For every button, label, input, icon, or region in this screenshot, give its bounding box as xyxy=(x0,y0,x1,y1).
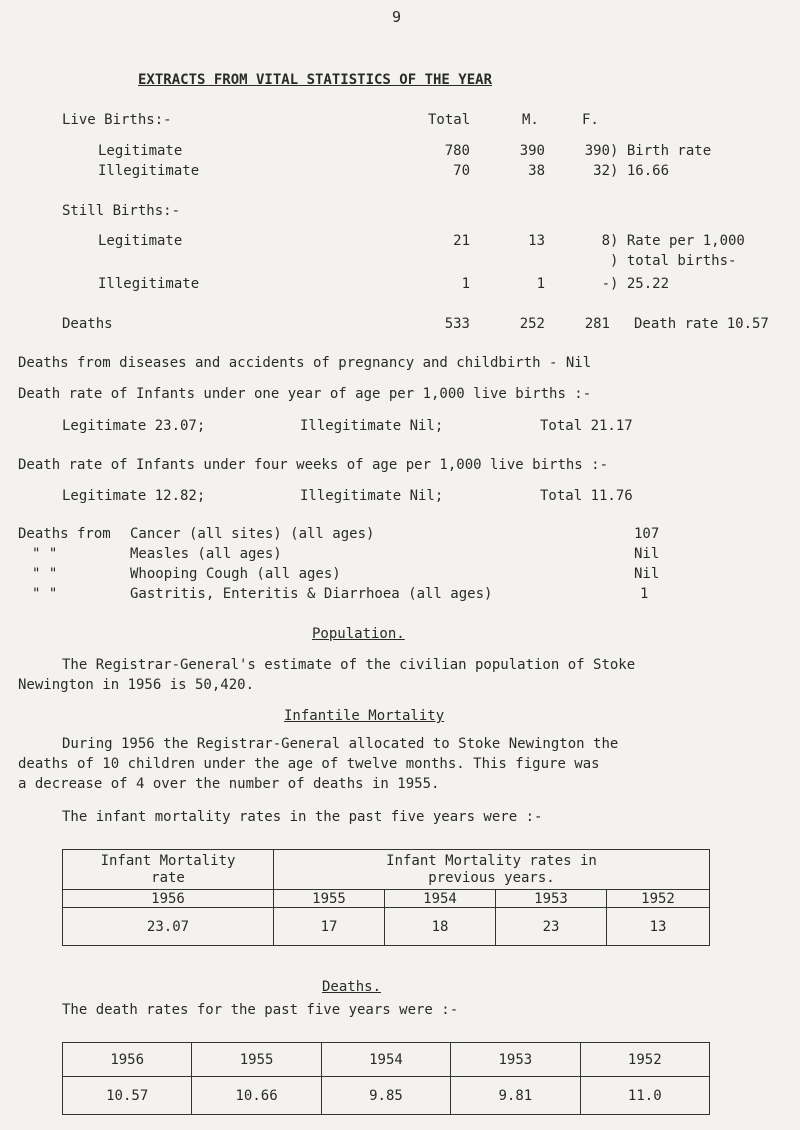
col-female-header: F. xyxy=(582,112,599,128)
infants-four-weeks-total: Total 11.76 xyxy=(540,488,633,504)
population-line-2: Newington in 1956 is 50,420. xyxy=(18,677,255,693)
cause-value: 1 xyxy=(640,586,649,602)
cause-value: 107 xyxy=(634,526,660,542)
cause-name: Whooping Cough (all ages) xyxy=(130,566,341,582)
imr-year-cell: 1952 xyxy=(607,890,710,908)
row-total: 1 xyxy=(461,276,470,292)
death-year-cell: 1952 xyxy=(580,1043,709,1077)
row-note: ) Rate per 1,000 xyxy=(610,233,745,249)
imr-head-right-line-2: previous years. xyxy=(428,869,555,886)
imr-head-left-line-1: Infant Mortality xyxy=(100,852,236,869)
infants-four-weeks-illegitimate: Illegitimate Nil; xyxy=(300,488,444,504)
imr-year-cell: 1956 xyxy=(63,890,274,908)
row-total: 70 xyxy=(453,163,470,179)
imr-head-right-line-1: Infant Mortality rates in xyxy=(386,852,597,869)
cause-prefix: " " xyxy=(32,546,58,562)
infants-one-year-illegitimate: Illegitimate Nil; xyxy=(300,418,444,434)
row-male: 13 xyxy=(528,233,545,249)
col-male-header: M. xyxy=(522,112,539,128)
cause-prefix: " " xyxy=(32,566,58,582)
imr-head-left xyxy=(63,850,274,890)
cause-value: Nil xyxy=(634,546,660,562)
imr-value-cell: 18 xyxy=(385,908,496,946)
deaths-female: 281 xyxy=(584,316,610,332)
row-note: ) Birth rate xyxy=(610,143,712,159)
imr-head-right xyxy=(274,850,710,890)
death-value-cell: 10.57 xyxy=(63,1077,192,1115)
infants-one-year-legitimate: Legitimate 23.07; xyxy=(62,418,206,434)
imr-value-cell: 17 xyxy=(274,908,385,946)
infantile-mortality-line-1: During 1956 the Registrar-General allocated to Stoke Newington the xyxy=(62,736,619,752)
deaths-total: 533 xyxy=(444,316,470,332)
population-heading: Population. xyxy=(312,626,405,642)
cause-name: Cancer (all sites) (all ages) xyxy=(130,526,375,542)
death-year-cell: 1953 xyxy=(451,1043,580,1077)
infants-one-year-total: Total 21.17 xyxy=(540,418,633,434)
row-female: 32 xyxy=(593,163,610,179)
row-total: 780 xyxy=(444,143,470,159)
infants-one-year-heading: Death rate of Infants under one year of age per 1,000 live births :- xyxy=(18,386,592,402)
row-male: 390 xyxy=(519,143,545,159)
death-rate-note: Death rate 10.57 xyxy=(634,316,769,332)
imr-value-cell: 13 xyxy=(607,908,710,946)
imr-year-cell: 1955 xyxy=(274,890,385,908)
imr-value-cell: 23 xyxy=(496,908,607,946)
row-female: - xyxy=(601,276,610,292)
live-births-heading: Live Births:- xyxy=(62,112,172,128)
death-value-cell: 11.0 xyxy=(580,1077,709,1115)
death-value-cell: 10.66 xyxy=(192,1077,321,1115)
row-female: 8 xyxy=(601,233,610,249)
death-year-cell: 1955 xyxy=(192,1043,321,1077)
infants-four-weeks-legitimate: Legitimate 12.82; xyxy=(62,488,206,504)
imr-year-cell: 1953 xyxy=(496,890,607,908)
row-note: ) total births- xyxy=(610,253,737,269)
row-label: Legitimate xyxy=(98,233,183,249)
cause-name: Gastritis, Enteritis & Diarrhoea (all ages) xyxy=(130,586,493,602)
imr-value-cell: 23.07 xyxy=(63,908,274,946)
infantile-mortality-line-2: deaths of 10 children under the age of twelve months. This figure was xyxy=(18,756,600,772)
row-note: ) 16.66 xyxy=(610,163,670,179)
row-male: 1 xyxy=(536,276,545,292)
death-value-cell: 9.85 xyxy=(321,1077,450,1115)
still-births-heading: Still Births:- xyxy=(62,203,181,219)
deaths-intro: The death rates for the past five years were :- xyxy=(62,1002,459,1018)
death-year-cell: 1954 xyxy=(321,1043,450,1077)
population-line-1: The Registrar-General's estimate of the civilian population of Stoke xyxy=(62,657,636,673)
death-rates-table xyxy=(62,1042,710,1115)
imr-head-left-line-2: rate xyxy=(151,869,185,886)
cause-prefix: " " xyxy=(32,586,58,602)
pregnancy-deaths-line: Deaths from diseases and accidents of pregnancy and childbirth - Nil xyxy=(18,355,592,371)
infant-mortality-table xyxy=(62,849,710,946)
infantile-mortality-line-3: a decrease of 4 over the number of deaths in 1955. xyxy=(18,776,440,792)
page-title: EXTRACTS FROM VITAL STATISTICS OF THE YEAR xyxy=(138,72,493,88)
imr-year-cell: 1954 xyxy=(385,890,496,908)
cause-name: Measles (all ages) xyxy=(130,546,282,562)
death-year-cell: 1956 xyxy=(63,1043,192,1077)
row-total: 21 xyxy=(453,233,470,249)
infants-four-weeks-heading: Death rate of Infants under four weeks of age per 1,000 live births :- xyxy=(18,457,609,473)
cause-prefix: Deaths from xyxy=(18,526,111,542)
row-female: 390 xyxy=(584,143,610,159)
cause-value: Nil xyxy=(634,566,660,582)
infant-mortality-intro: The infant mortality rates in the past five years were :- xyxy=(62,809,543,825)
row-label: Illegitimate xyxy=(98,276,200,292)
col-total-header: Total xyxy=(428,112,471,128)
deaths-heading: Deaths. xyxy=(322,979,382,995)
deaths-label: Deaths xyxy=(62,316,113,332)
row-male: 38 xyxy=(528,163,545,179)
infantile-mortality-heading: Infantile Mortality xyxy=(284,708,445,724)
row-note: ) 25.22 xyxy=(610,276,670,292)
row-label: Illegitimate xyxy=(98,163,200,179)
page-number: 9 xyxy=(392,8,402,26)
row-label: Legitimate xyxy=(98,143,183,159)
deaths-male: 252 xyxy=(519,316,545,332)
death-value-cell: 9.81 xyxy=(451,1077,580,1115)
